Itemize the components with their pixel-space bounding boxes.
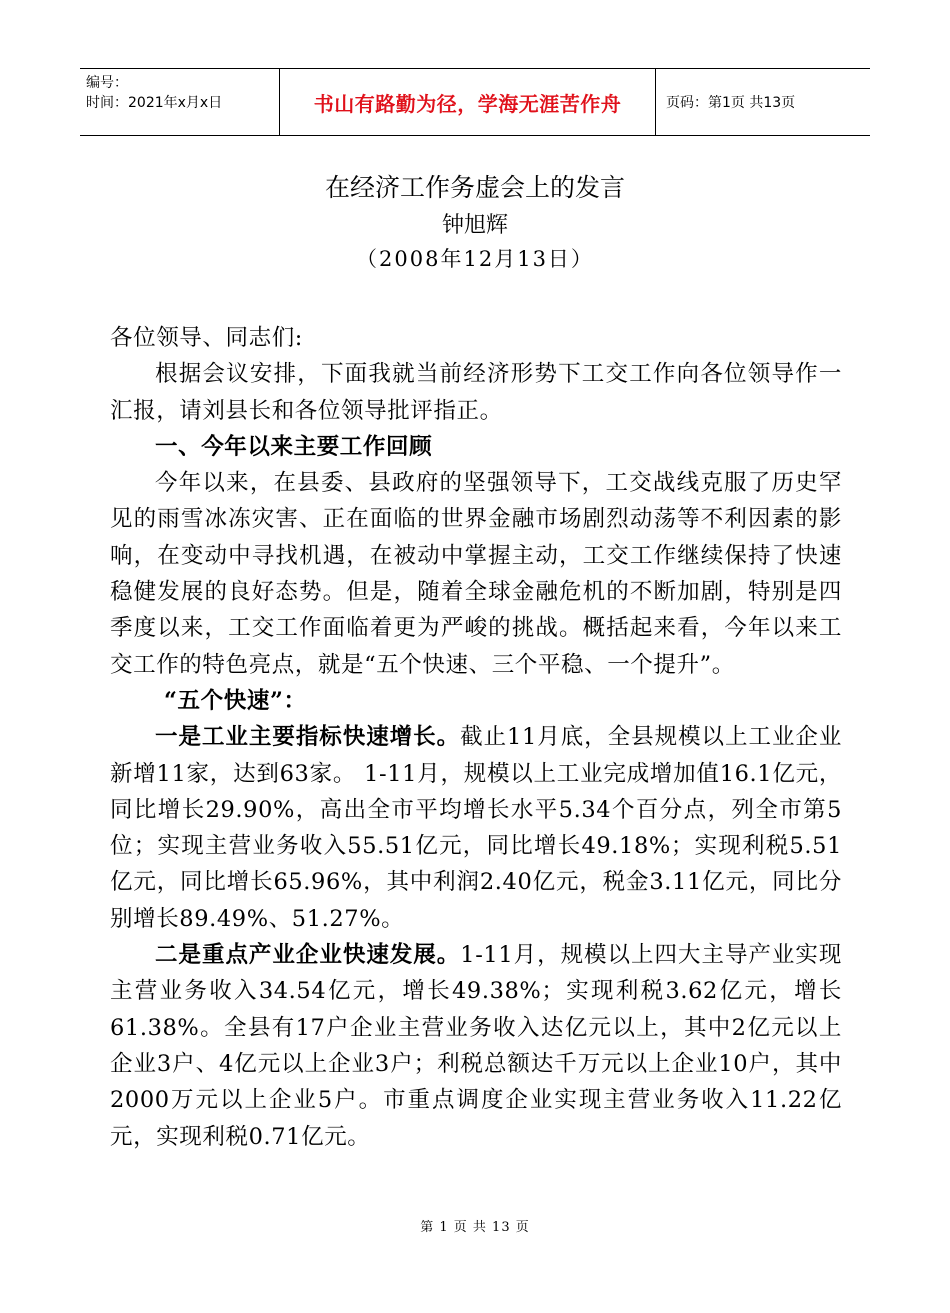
intro-paragraph: 根据会议安排，下面我就当前经济形势下工交工作向各位领导作一汇报，请刘县长和各位领导批评指正。 (110, 361, 842, 424)
point-one-lead: 一是工业主要指标快速增长。 (155, 724, 461, 751)
salutation: 各位领导、同志们: (110, 325, 303, 351)
header-page-code: 页码：第1页 共13页 (666, 95, 796, 111)
document-author: 钟旭辉 (441, 213, 508, 238)
point-two-paragraph (110, 937, 842, 1155)
header-meta (80, 69, 280, 135)
point-two-lead: 二是重点产业企业快速发展。 (155, 942, 461, 969)
header-motto: 书山有路勤为径，学海无涯苦作舟 (280, 69, 656, 135)
page-footer: 第 1 页 共 13 页 (420, 1220, 530, 1235)
five-fast-label: “五个快速”： (164, 687, 307, 714)
number-label: 编号： (86, 75, 128, 91)
section-heading: 一、今年以来主要工作回顾 (155, 433, 433, 460)
time-label: 时间：2021年x月x日 (86, 95, 223, 111)
document-title: 在经济工作务虚会上的发言 (324, 173, 625, 202)
page-header (80, 68, 870, 136)
point-one-paragraph (110, 719, 842, 937)
document-body (110, 320, 842, 1155)
point-one-text: 截止11月底，全县规模以上工业企业新增11家，达到63家。 1-11月，规模以上工业完成增加值16.1亿元，同比增长29.90%，高出全市平均增长水平5.34个百分点，列全市第5位；实现主营业务收入55.51亿元，同比增长49.18%；实现利税5.51亿元，同比增长65.96%，其中利润2.40亿元，税金3.11亿元，同比分别增长89.49%、51.27%。 (110, 724, 842, 932)
document-date: （2008年12月13日） (356, 247, 594, 271)
section-paragraph: 今年以来，在县委、县政府的坚强领导下，工交战线克服了历史罕见的雨雪冰冻灾害、正在面临的世界金融市场剧烈动荡等不利因素的影响，在变动中寻找机遇，在被动中掌握主动，工交工作继续保持了快速稳健发展的良好态势。但是，随着全球金融危机的不断加剧，特别是四季度以来，工交工作面临着更为严峻的挑战。概括起来看，今年以来工交工作的特色亮点，就是“五个快速、三个平稳、一个提升”。 (110, 470, 842, 678)
point-two-text: 1-11月，规模以上四大主导产业实现主营业务收入34.54亿元，增长49.38%；实现利税3.62亿元，增长61.38%。全县有17户企业主营业务收入达亿元以上，其中2亿元以上企业3户、4亿元以上企业3户；利税总额达千万元以上企业10户，其中2000万元以上企业5户。市重点调度企业实现主营业务收入11.22亿元，实现利税0.71亿元。 (110, 942, 842, 1150)
